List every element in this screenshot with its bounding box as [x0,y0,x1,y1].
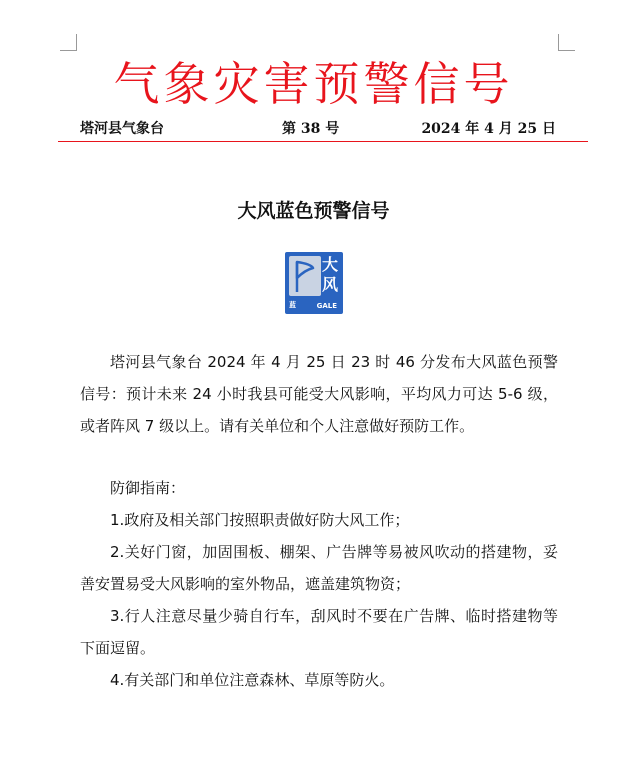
masthead-title: 气象灾害预警信号 [113,57,514,111]
crop-mark-top-right [558,34,575,51]
icon-english-label: GALE [316,302,337,310]
guide-heading: 防御指南： [110,479,186,497]
issue-number: 第 38 号 [282,121,340,137]
document-body [80,346,558,696]
guideline-item: 2.关好门窗，加固围板、棚架、广告牌等易被风吹动的搭建物，妥善安置易受大风影响的室外物品，遮盖建筑物资； [80,543,558,593]
announcement-paragraph: 塔河县气象台 2024 年 4 月 25 日 23 时 46 分发布大风蓝色预警信号：预计未来 24 小时我县可能受大风影响，平均风力可达 5-6 级，或者阵风 7 级以上。请有关单位和个人注意做好预防工作。 [80,353,558,435]
guideline-item: 1.政府及相关部门按照职责做好防大风工作； [110,511,410,529]
icon-char-da: 大 [321,255,338,274]
gale-blue-warning-icon [285,252,343,314]
masthead-divider [58,141,588,142]
crop-mark-top-left [60,34,77,51]
icon-char-feng: 风 [321,275,338,294]
guideline-item: 3.行人注意尽量少骑自行车，刮风时不要在广告牌、临时搭建物等下面逗留。 [80,607,558,657]
guideline-item: 4.有关部门和单位注意森林、草原等防火。 [110,671,395,689]
icon-level-label: 蓝 [289,301,296,309]
wind-flag-icon [289,256,321,296]
flag-panel [289,256,321,296]
issue-date: 2024 年 4 月 25 日 [421,121,556,137]
icon-characters [320,255,340,295]
issuing-station: 塔河县气象台 [80,121,164,137]
header-meta-row [80,118,556,138]
document-title: 大风蓝色预警信号 [237,200,390,222]
